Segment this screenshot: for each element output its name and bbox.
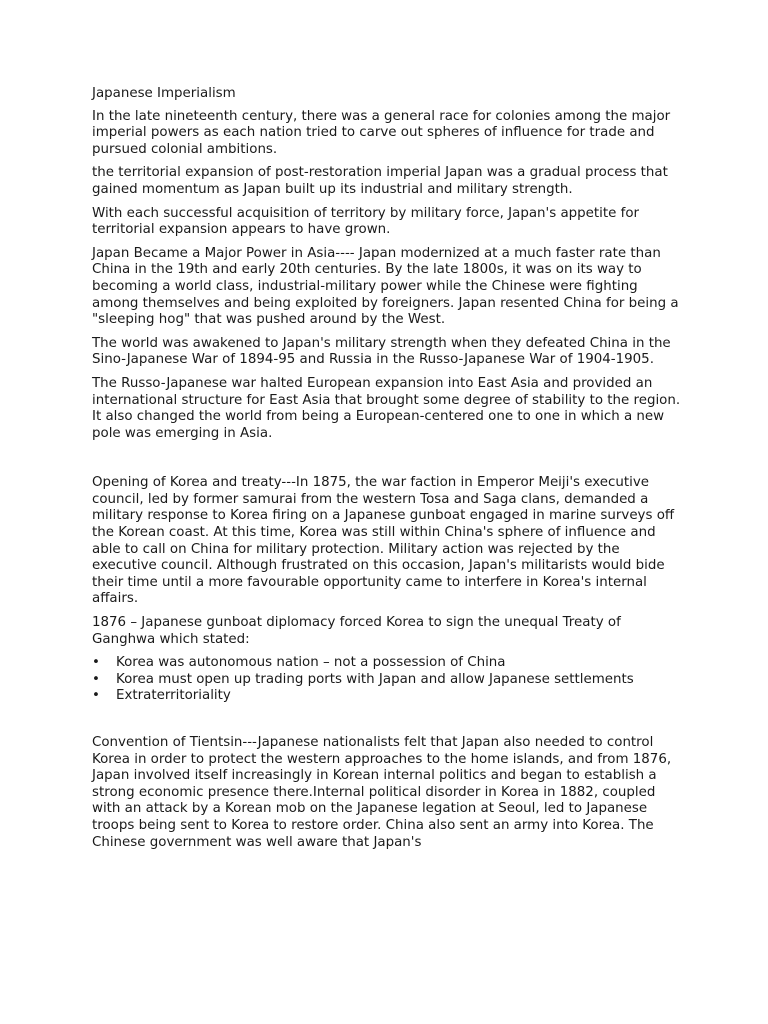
paragraph: Opening of Korea and treaty---In 1875, the war faction in Emperor Meiji's executive council, led by former samurai from the western Tosa and Saga clans, demanded a military response to Korea firing on a Japanese gunboat engaged in marine surveys off the Korean coast. At this time, Korea was still within China's sphere of influence and able to call on China for military protection. Military action was rejected by the executive council. Although frustrated on this occasion, Japan's militarists would bide their time until a more favourable opportunity came to interfere in Korea's internal affairs. xyxy=(92,475,675,607)
paragraph: Convention of Tientsin---Japanese nationalists felt that Japan also needed to control Korea in order to protect the western approaches to the home islands, and from 1876, Japan involved itself increasingly in Korean internal politics and began to establish a strong economic presence there.Internal political disorder in Korea in 1882, coupled with an attack by a Korean mob on the Japanese legation at Seoul, led to Japanese troops being sent to Korea to restore order. China also sent an army into Korea. The Chinese government was well aware that Japan's xyxy=(92,735,672,850)
paragraph: Japan Became a Major Power in Asia---- Japan modernized at a much faster rate than China in the 19th and early 20th centuries. By the late 1800s, it was on its way to becoming a world class, industrial-military power while the Chinese were fighting among themselves and being exploited by foreigners. Japan resented China for being a "sleeping hog" that was pushed around by the West. xyxy=(92,245,679,328)
bullet-item: • Korea must open up trading ports with Japan and allow Japanese settlements xyxy=(116,672,682,689)
paragraph: 1876 – Japanese gunboat diplomacy forced Korea to sign the unequal Treaty of Ganghwa which stated: xyxy=(92,615,621,647)
paragraph: the territorial expansion of post-restoration imperial Japan was a gradual process that gained momentum as Japan built up its industrial and military strength. xyxy=(92,165,668,197)
bullet-item: • Extraterritoriality xyxy=(116,688,682,705)
paragraph: The world was awakened to Japan's military strength when they defeated China in the Sino-Japanese War of 1894-95 and Russia in the Russo-Japanese War of 1904-1905. xyxy=(92,335,671,368)
document-title: Japanese Imperialism xyxy=(92,86,236,101)
document-body xyxy=(92,86,682,858)
paragraph: In the late nineteenth century, there was a general race for colonies among the major imperial powers as each nation tried to carve out spheres of influence for trade and pursued colonial ambitions. xyxy=(92,108,671,157)
blank-spacer xyxy=(92,449,682,475)
bullet-list xyxy=(92,655,682,705)
paragraph: With each successful acquisition of territory by military force, Japan's appetite for territorial expansion appears to have grown. xyxy=(92,205,640,238)
paragraph: The Russo-Japanese war halted European expansion into East Asia and provided an international structure for East Asia that brought some degree of stability to the region. It also changed the world from being a European-centered one to one in which a new pole was emerging in Asia. xyxy=(92,375,681,441)
bullet-item: • Korea was autonomous nation – not a possession of China xyxy=(116,655,682,672)
blank-spacer xyxy=(92,705,682,735)
